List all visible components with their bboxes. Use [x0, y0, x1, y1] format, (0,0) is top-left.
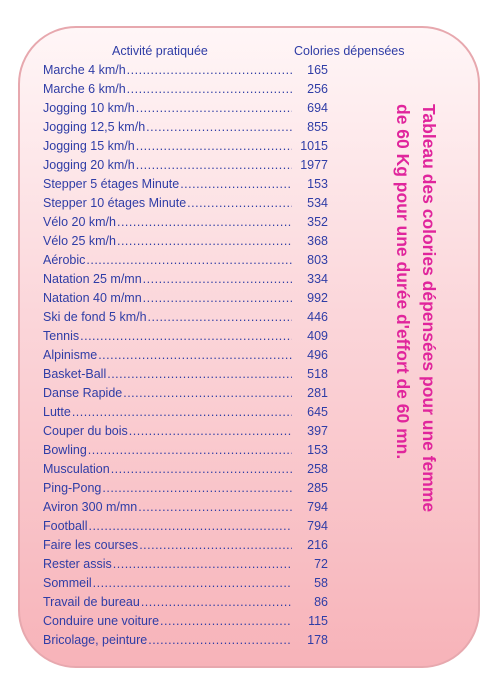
list-item [43, 424, 328, 443]
dot-leader [143, 272, 292, 286]
dot-leader [102, 481, 292, 495]
dot-leader [180, 177, 292, 191]
calories-value: 855 [307, 120, 328, 134]
calories-value: 281 [307, 386, 328, 400]
activity-name: Vélo 25 km/h [43, 234, 116, 248]
calories-value: 1977 [300, 158, 328, 172]
list-item [43, 481, 328, 500]
dot-leader [127, 82, 292, 96]
list-item [43, 63, 328, 82]
list-item [43, 367, 328, 386]
dot-leader [127, 63, 292, 77]
activity-name: Tennis [43, 329, 80, 343]
dot-leader [111, 462, 292, 476]
calories-value: 446 [307, 310, 328, 324]
calories-value: 115 [308, 614, 328, 628]
dot-leader [117, 234, 292, 248]
table-header [0, 44, 500, 64]
list-item [43, 633, 328, 652]
list-item [43, 614, 328, 633]
calories-value: 285 [307, 481, 328, 495]
dot-leader [107, 367, 292, 381]
activity-name: Bricolage, peinture [43, 633, 148, 647]
dot-leader [93, 576, 292, 590]
dot-leader [129, 424, 292, 438]
title-line-2: de 60 Kg pour une durée d'effort de 60 mn. [393, 104, 413, 460]
activity-name: Rester assis [43, 557, 112, 571]
dot-leader [80, 329, 292, 343]
calories-value: 352 [307, 215, 328, 229]
dot-leader [138, 500, 292, 514]
list-item [43, 595, 328, 614]
dot-leader [187, 196, 292, 210]
dot-leader [148, 310, 292, 324]
list-item [43, 329, 328, 348]
calories-value: 794 [307, 500, 328, 514]
list-item [43, 101, 328, 120]
calories-value: 258 [307, 462, 328, 476]
list-item [43, 139, 328, 158]
list-item [43, 291, 328, 310]
list-item [43, 215, 328, 234]
title-line-1: Tableau des colories dépensées pour une femme [419, 104, 439, 513]
dot-leader [86, 253, 292, 267]
list-item [43, 405, 328, 424]
activity-name: Travail de bureau [43, 595, 140, 609]
list-item [43, 500, 328, 519]
calories-value: 645 [307, 405, 328, 419]
activity-name: Couper du bois [43, 424, 128, 438]
dot-leader [136, 139, 292, 153]
dot-leader [113, 557, 292, 571]
list-item [43, 272, 328, 291]
activity-name: Stepper 5 étages Minute [43, 177, 180, 191]
calories-value: 86 [314, 595, 328, 609]
calories-value: 153 [307, 177, 328, 191]
list-item [43, 576, 328, 595]
calories-value: 992 [307, 291, 328, 305]
activity-list [43, 63, 328, 652]
calories-value: 803 [307, 253, 328, 267]
activity-name: Natation 25 m/mn [43, 272, 142, 286]
activity-column-header: Activité pratiquée [112, 44, 208, 58]
activity-name: Alpinisme [43, 348, 98, 362]
list-item [43, 310, 328, 329]
calories-value: 368 [307, 234, 328, 248]
dot-leader [136, 101, 292, 115]
dot-leader [88, 443, 292, 457]
calories-value: 1015 [300, 139, 328, 153]
activity-name: Ping-Pong [43, 481, 102, 495]
activity-name: Aviron 300 m/mn [43, 500, 138, 514]
calories-value: 72 [314, 557, 328, 571]
list-item [43, 557, 328, 576]
calories-value: 58 [314, 576, 328, 590]
list-item [43, 538, 328, 557]
list-item [43, 443, 328, 462]
activity-name: Marche 4 km/h [43, 63, 126, 77]
calories-value: 153 [307, 443, 328, 457]
list-item [43, 234, 328, 253]
activity-name: Natation 40 m/mn [43, 291, 142, 305]
activity-name: Aérobic [43, 253, 86, 267]
activity-name: Danse Rapide [43, 386, 123, 400]
activity-name: Vélo 20 km/h [43, 215, 116, 229]
activity-name: Jogging 10 km/h [43, 101, 135, 115]
activity-name: Stepper 10 étages Minute [43, 196, 187, 210]
activity-name: Marche 6 km/h [43, 82, 126, 96]
list-item [43, 253, 328, 272]
dot-leader [123, 386, 292, 400]
dot-leader [146, 120, 292, 134]
activity-name: Jogging 15 km/h [43, 139, 135, 153]
dot-leader [143, 291, 292, 305]
activity-name: Bowling [43, 443, 87, 457]
vertical-title [388, 104, 448, 624]
list-item [43, 519, 328, 538]
dot-leader [160, 614, 292, 628]
dot-leader [88, 519, 292, 533]
dot-leader [117, 215, 292, 229]
calories-column-header: Colories dépensées [294, 44, 405, 58]
calories-value: 178 [307, 633, 328, 647]
dot-leader [148, 633, 292, 647]
dot-leader [72, 405, 292, 419]
activity-name: Jogging 12,5 km/h [43, 120, 146, 134]
list-item [43, 82, 328, 101]
activity-name: Sommeil [43, 576, 92, 590]
calories-value: 334 [307, 272, 328, 286]
calories-value: 518 [307, 367, 328, 381]
list-item [43, 120, 328, 139]
calories-value: 397 [307, 424, 328, 438]
calories-value: 534 [307, 196, 328, 210]
activity-name: Conduire une voiture [43, 614, 160, 628]
list-item [43, 348, 328, 367]
list-item [43, 158, 328, 177]
activity-name: Musculation [43, 462, 110, 476]
activity-name: Jogging 20 km/h [43, 158, 135, 172]
activity-name: Lutte [43, 405, 71, 419]
list-item [43, 462, 328, 481]
dot-leader [136, 158, 292, 172]
activity-name: Football [43, 519, 88, 533]
activity-name: Faire les courses [43, 538, 139, 552]
list-item [43, 386, 328, 405]
calories-value: 496 [307, 348, 328, 362]
calories-value: 409 [307, 329, 328, 343]
calories-value: 216 [307, 538, 328, 552]
dot-leader [139, 538, 292, 552]
activity-name: Basket-Ball [43, 367, 107, 381]
calories-value: 256 [307, 82, 328, 96]
calories-value: 694 [307, 101, 328, 115]
list-item [43, 177, 328, 196]
list-item [43, 196, 328, 215]
activity-name: Ski de fond 5 km/h [43, 310, 147, 324]
dot-leader [141, 595, 292, 609]
calories-value: 794 [307, 519, 328, 533]
calories-value: 165 [307, 63, 328, 77]
dot-leader [98, 348, 292, 362]
